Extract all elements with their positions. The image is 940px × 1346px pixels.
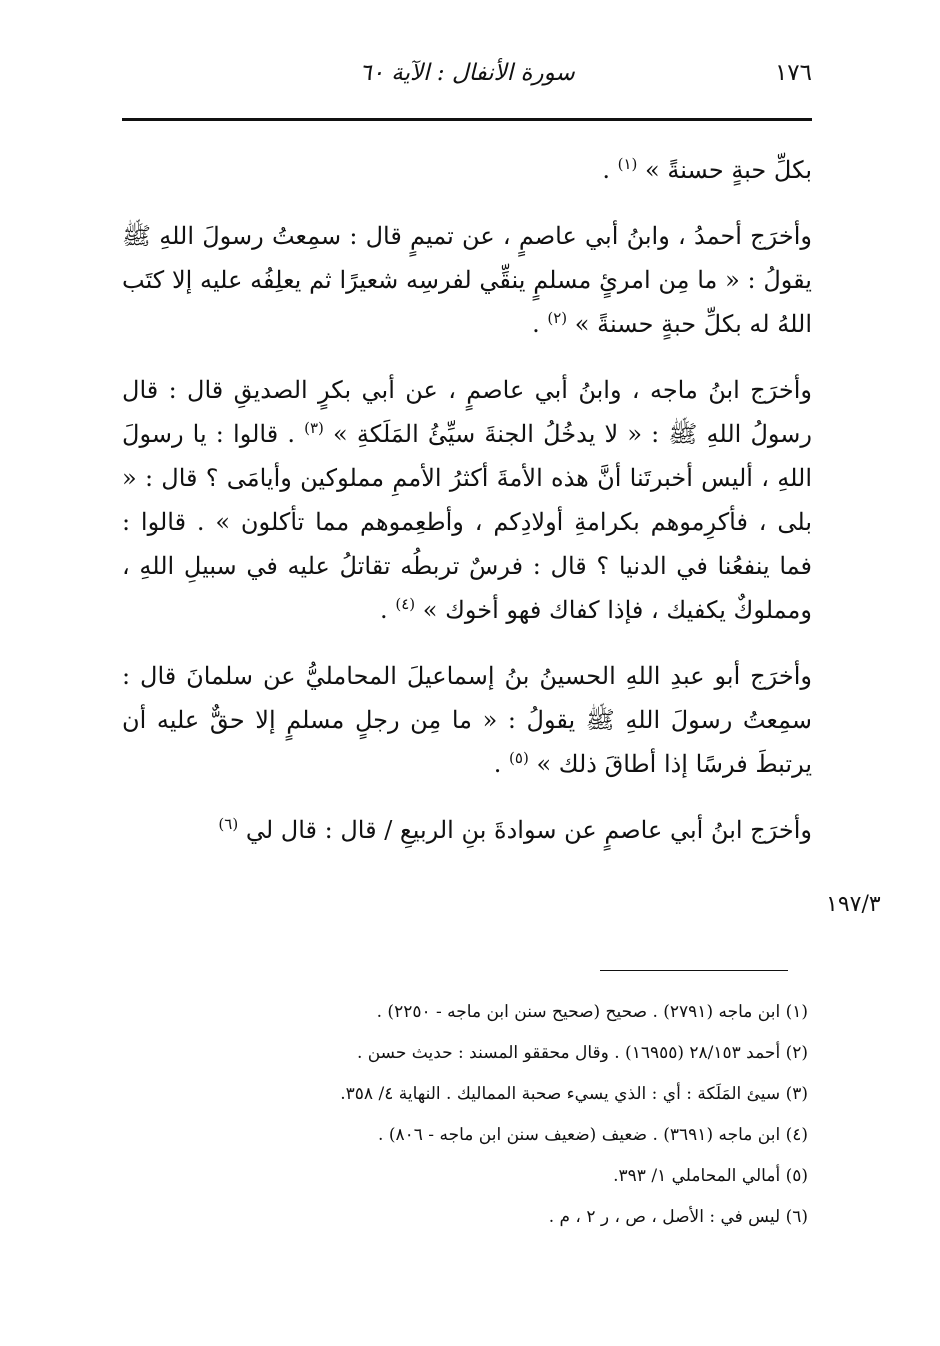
paragraph-4 (122, 654, 812, 786)
paragraph-end: . (380, 596, 388, 624)
footnote-4: (٤) ابن ماجه (٣٦٩١) . ضعيف (ضعيف سنن ابن ماجه - ٨٠٦) . (378, 1125, 808, 1145)
footnotes (260, 992, 808, 1238)
footnote-marker: (٥) (509, 749, 529, 767)
footnote-marker: (٢) (547, 309, 568, 327)
page-header (122, 58, 812, 98)
page-number: ١٧٦ (774, 60, 812, 86)
paragraph-1 (122, 148, 812, 192)
paragraph-text: بكلِّ حبةٍ حسنةً » (645, 156, 812, 184)
paragraph-text: وأخرَج ابنُ ماجه ، وابنُ أبي عاصمٍ ، عن أبي بكرٍ الصديقِ قال : قال رسولُ اللهِ ﷺ : « لا يدخُلُ الجنةَ سيِّئُ المَلَكةِ » (122, 376, 813, 448)
footnote-rule (600, 970, 788, 971)
paragraph-2 (122, 214, 812, 346)
footnote-5: (٥) أمالي المحاملي ١/ ٣٩٣. (613, 1166, 808, 1186)
footnote-marker: (٤) (395, 595, 416, 613)
header-rule (122, 118, 812, 121)
paragraph-end: . (602, 156, 610, 184)
paragraph-text: وأخرَج أحمدُ ، وابنُ أبي عاصمٍ ، عن تميمٍ قال : سمِعتُ رسولَ اللهِ ﷺ يقولُ : « ما مِن امرئٍ مسلمٍ ينقِّي لفرسِه شعيرًا ثم يعلِفُه عليه إلا كتَب اللهُ له بكلِّ حبةٍ حسنةً » (122, 222, 812, 338)
main-text (122, 148, 812, 874)
footnote-3: (٣) سيئ المَلَكة : أي : الذي يسيء صحبة المماليك . النهاية ٤/ ٣٥٨. (340, 1084, 808, 1104)
margin-reference: ١٩٧/٣ (826, 892, 881, 917)
footnote-6: (٦) ليس في : الأصل ، ص ، ر ٢ ، م . (548, 1207, 808, 1227)
paragraph-5 (122, 808, 812, 852)
footnote-marker: (٣) (304, 419, 324, 437)
paragraph-end: . (532, 310, 540, 338)
paragraph-text: وأخرَج ابنُ أبي عاصمٍ عن سوادةَ بنِ الربيعِ / قال : قال لي (245, 816, 812, 844)
footnote-marker: (٦) (218, 815, 239, 833)
footnote-1: (١) ابن ماجه (٢٧٩١) . صحيح (صحيح سنن ابن ماجه - ٢٢٥٠) . (376, 1002, 808, 1022)
paragraph-3 (122, 368, 812, 632)
paragraph-text: وأخرَج أبو عبدِ اللهِ الحسينُ بنُ إسماعيلَ المحامليُّ عن سلمانَ قال : سمِعتُ رسولَ اللهِ ﷺ يقولُ : « ما مِن رجلٍ مسلمٍ إلا حقٌّ عليه أن يرتبطَ فرسًا إذا أطاقَ ذلك » (122, 662, 812, 778)
running-title: سورة الأنفال : الآية ٦٠ (359, 60, 575, 86)
paragraph-end: . (493, 750, 502, 778)
paragraph-text-continued: . قالوا : يا رسولَ اللهِ ، أليس أخبرتَنا أنَّ هذه الأمةَ أكثرُ الأممِ مملوكين وأيامَى ؟ قال : « بلى ، فأكرِموهم بكرامةِ أولادِكم ، وأطعِموهم مما تأكلون » . قالوا : فما ينفعُنا في الدنيا ؟ قال : فرسٌ تربطُه تقاتلُ عليه في سبيلِ اللهِ ، ومملوكٌ يكفيك ، فإذا كفاك فهو أخوك » (122, 420, 812, 624)
footnote-marker: (١) (617, 155, 638, 173)
footnote-2: (٢) أحمد ٢٨/١٥٣ (١٦٩٥٥) . وقال محققو المسند : حديث حسن . (356, 1043, 808, 1063)
